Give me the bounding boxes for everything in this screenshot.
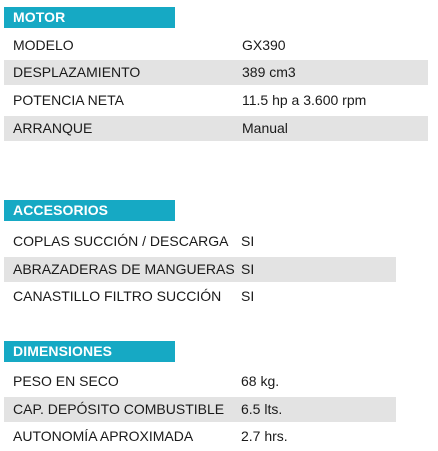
spec-label: COPLAS SUCCIÓN / DESCARGA [13, 233, 229, 249]
spec-value: 68 kg. [241, 373, 280, 389]
motor-row-potencia [4, 88, 428, 113]
spec-value: GX390 [242, 37, 286, 53]
spec-label: PESO EN SECO [13, 373, 119, 389]
spec-label: DESPLAZAMIENTO [13, 64, 141, 80]
spec-label: CANASTILLO FILTRO SUCCIÓN [13, 288, 222, 304]
spec-value: 2.7 hrs. [241, 428, 288, 444]
spec-label: POTENCIA NETA [13, 92, 124, 108]
spec-label: CAP. DEPÓSITO COMBUSTIBLE [13, 401, 225, 417]
spec-label: MODELO [13, 37, 74, 53]
spec-label: ARRANQUE [13, 120, 93, 136]
accesorios-header: ACCESORIOS [4, 200, 175, 221]
spec-value: SI [241, 288, 255, 304]
motor-row-arranque [4, 116, 428, 141]
motor-row-modelo [4, 33, 428, 58]
spec-value: 11.5 hp a 3.600 rpm [242, 92, 367, 108]
accesorios-row-abrazaderas [4, 257, 396, 282]
spec-label: ABRAZADERAS DE MANGUERAS [13, 261, 235, 277]
motor-row-desplazamiento [4, 60, 428, 85]
dimensiones-row-deposito [4, 397, 396, 422]
spec-value: SI [241, 233, 255, 249]
dimensiones-row-autonomia [4, 424, 396, 449]
dimensiones-header: DIMENSIONES [4, 341, 175, 362]
accesorios-row-coplas [4, 229, 396, 254]
spec-value: SI [241, 261, 255, 277]
spec-value: 6.5 lts. [241, 401, 283, 417]
spec-label: AUTONOMÍA APROXIMADA [13, 428, 194, 444]
dimensiones-row-peso [4, 369, 396, 394]
spec-value: 389 cm3 [242, 64, 296, 80]
spec-value: Manual [242, 120, 288, 136]
motor-header: MOTOR [4, 7, 175, 28]
accesorios-row-canastillo [4, 284, 396, 309]
